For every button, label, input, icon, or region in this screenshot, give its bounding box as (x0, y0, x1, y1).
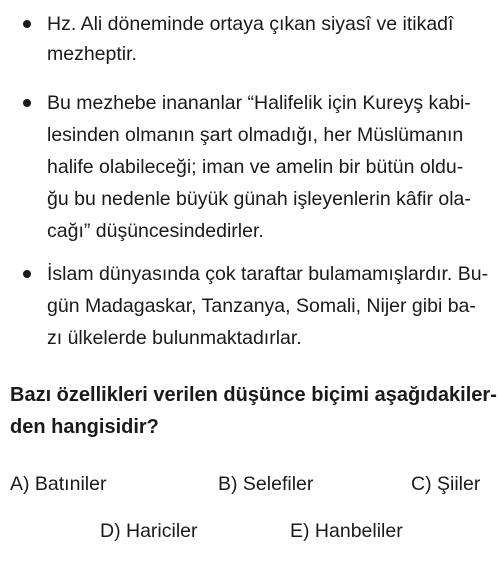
option-e[interactable]: E) Hanbeliler (290, 520, 403, 542)
option-d[interactable]: D) Hariciler (100, 520, 198, 542)
bullet-3-line-1: İslam dünyasında çok taraftar bulamamışlardır. Bu- (47, 263, 489, 285)
bullet-1-line-2: mezheptir. (47, 43, 137, 65)
bullet-2-line-4: ğu bu nedenle büyük günah işleyenlerin kâfir ola- (47, 188, 471, 210)
option-b[interactable]: B) Selefiler (218, 473, 314, 495)
bullet-2-line-1: Bu mezhebe inananlar “Halifelik için Kureyş kabi- (47, 92, 471, 114)
bullet-3-line-3: zı ülkelerde bulunmaktadırlar. (47, 327, 302, 349)
bullet-3-line-2: gün Madagaskar, Tanzanya, Somali, Nijer gibi ba- (47, 295, 476, 317)
bullet-dot-icon (23, 99, 31, 107)
bullet-1-line-1: Hz. Ali döneminde ortaya çıkan siyasî ve itikadî (47, 13, 454, 35)
bullet-2-line-2: lesinden olmanın şart olmadığı, her Müslümanın (47, 124, 464, 146)
bullet-dot-icon (23, 270, 31, 278)
question-line-1: Bazı özellikleri verilen düşünce biçimi aşağıdakiler- (10, 384, 497, 406)
bullet-2-line-5: cağı” düşüncesindedirler. (47, 220, 264, 242)
bullet-dot-icon (23, 20, 31, 28)
option-c[interactable]: C) Şiiler (411, 473, 481, 495)
option-a[interactable]: A) Batıniler (10, 473, 107, 495)
question-line-2: den hangisidir? (10, 416, 159, 438)
bullet-2-line-3: halife olabileceği; iman ve amelin bir bütün oldu- (47, 156, 464, 178)
